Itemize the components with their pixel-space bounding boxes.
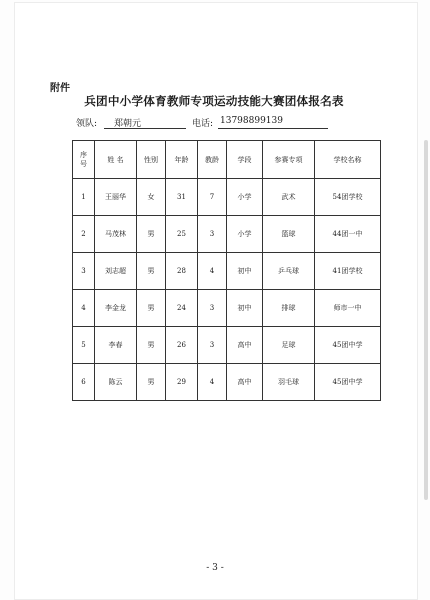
table-cell: 陈云 <box>95 364 137 401</box>
table-cell: 马茂林 <box>95 216 137 253</box>
table-cell: 44团一中 <box>315 216 381 253</box>
table-cell: 1 <box>73 179 95 216</box>
table-cell: 6 <box>73 364 95 401</box>
phone-label: 电话: <box>192 119 214 129</box>
header-text: 性别 <box>144 155 158 164</box>
table-cell: 师市一中 <box>315 290 381 327</box>
header-text: 教龄 <box>205 155 219 164</box>
page-number: - 3 - <box>206 563 224 573</box>
table-cell: 小学 <box>227 216 263 253</box>
table-cell: 足球 <box>263 327 315 364</box>
header-cell <box>137 141 166 179</box>
table-cell: 高中 <box>227 327 263 364</box>
header-cell <box>227 141 263 179</box>
table-cell: 3 <box>198 290 227 327</box>
table-cell: 25 <box>166 216 198 253</box>
table-cell: 7 <box>198 179 227 216</box>
table-cell: 羽毛球 <box>263 364 315 401</box>
table-cell: 男 <box>137 327 166 364</box>
scrollbar[interactable] <box>424 140 428 500</box>
table-cell: 3 <box>198 327 227 364</box>
leader-name-field: 郑朝元 <box>104 116 186 129</box>
header-cell <box>95 141 137 179</box>
table-cell: 3 <box>73 253 95 290</box>
table-cell: 2 <box>73 216 95 253</box>
table-cell: 刘志超 <box>95 253 137 290</box>
table-cell: 26 <box>166 327 198 364</box>
table-cell: 乒乓球 <box>263 253 315 290</box>
table-cell: 初中 <box>227 253 263 290</box>
table-cell: 小学 <box>227 179 263 216</box>
header-cell <box>166 141 198 179</box>
table-cell: 篮球 <box>263 216 315 253</box>
table-cell: 54团学校 <box>315 179 381 216</box>
table-cell: 排球 <box>263 290 315 327</box>
header-cell <box>73 141 95 179</box>
header-cell <box>198 141 227 179</box>
header-text: 年龄 <box>174 155 189 164</box>
attachment-label: 附件 <box>50 83 70 94</box>
table-cell: 45团中学 <box>315 327 381 364</box>
table-cell: 3 <box>198 216 227 253</box>
table-cell: 24 <box>166 290 198 327</box>
registration-table <box>72 140 381 401</box>
table-cell: 李金龙 <box>95 290 137 327</box>
table-cell: 男 <box>137 253 166 290</box>
header-text: 序号 <box>80 150 87 168</box>
header-cell <box>315 141 381 179</box>
table-cell: 31 <box>166 179 198 216</box>
table-cell: 4 <box>73 290 95 327</box>
table-row <box>73 253 381 290</box>
table-cell: 武术 <box>263 179 315 216</box>
table-row <box>73 216 381 253</box>
table-cell: 4 <box>198 364 227 401</box>
table-cell: 男 <box>137 364 166 401</box>
table-cell: 5 <box>73 327 95 364</box>
table-cell: 王丽华 <box>95 179 137 216</box>
header-text: 学校名称 <box>333 155 362 164</box>
table-cell: 41团学校 <box>315 253 381 290</box>
form-title: 兵团中小学体育教师专项运动技能大赛团体报名表 <box>84 94 344 108</box>
table-row <box>73 327 381 364</box>
table-cell: 李春 <box>95 327 137 364</box>
table-cell: 4 <box>198 253 227 290</box>
header-text: 学段 <box>237 155 252 164</box>
table-cell: 男 <box>137 290 166 327</box>
table-row <box>73 290 381 327</box>
header-cell <box>263 141 315 179</box>
table-cell: 女 <box>137 179 166 216</box>
table-cell: 初中 <box>227 290 263 327</box>
table-header-row <box>73 141 381 179</box>
table-cell: 男 <box>137 216 166 253</box>
table-cell: 45团中学 <box>315 364 381 401</box>
header-text: 参赛专项 <box>274 155 303 164</box>
table-cell: 高中 <box>227 364 263 401</box>
table-row <box>73 179 381 216</box>
table-cell: 29 <box>166 364 198 401</box>
table-cell: 28 <box>166 253 198 290</box>
table-row <box>73 364 381 401</box>
phone-field: 13798899139 <box>218 116 328 129</box>
leader-label: 领队: <box>76 119 98 129</box>
header-text: 姓 名 <box>107 155 124 164</box>
